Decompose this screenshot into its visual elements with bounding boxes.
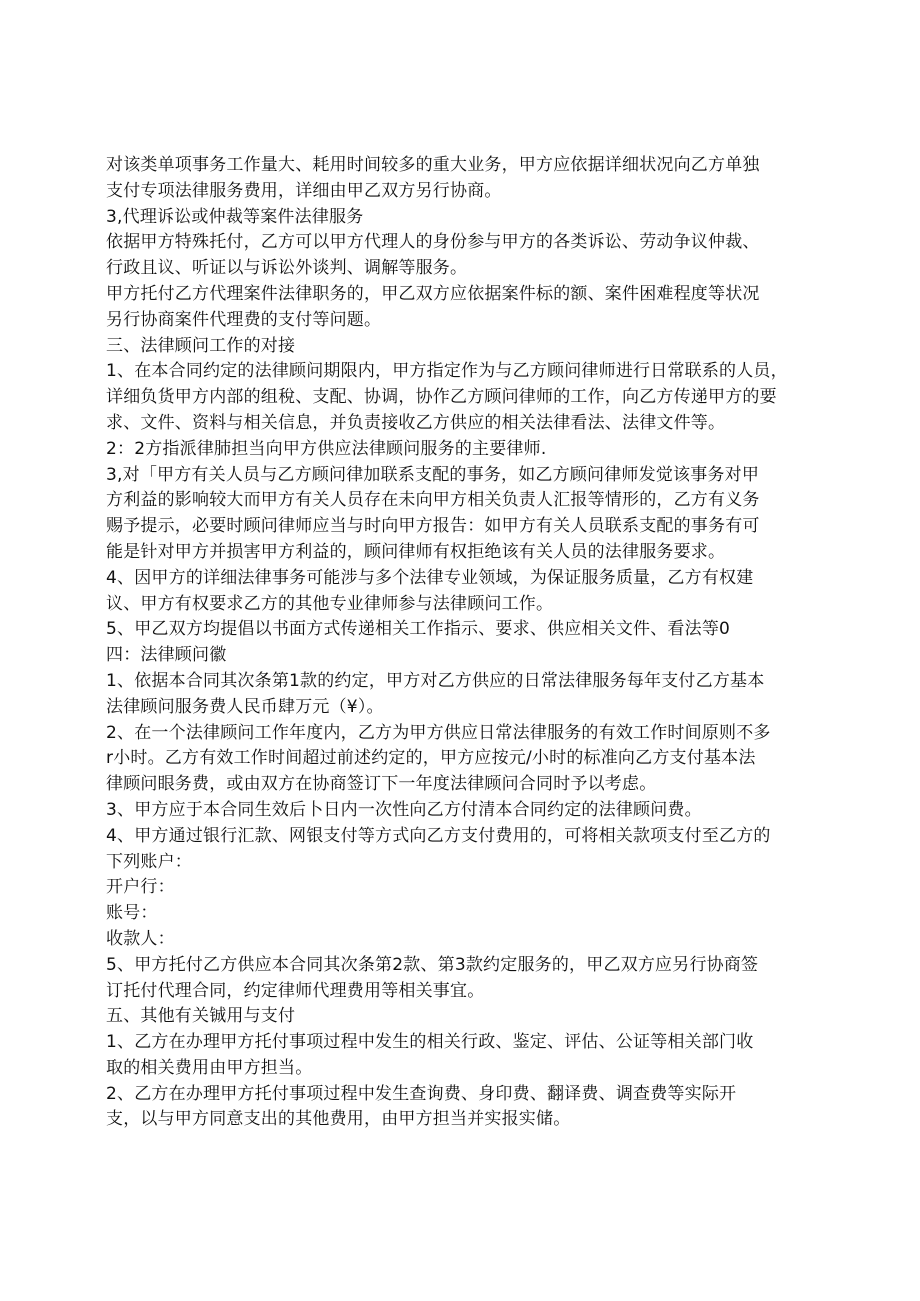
document-line: 方利益的影响较大而甲方有关人员存在未向甲方相关负责人汇报等情形的，乙方有义务 (106, 490, 760, 511)
document-line: 甲方托付乙方代理案件法律职务的，甲乙双方应依据案件标的额、案件困难程度等状况 (106, 283, 760, 304)
document-line: 下列账户： (106, 851, 192, 872)
document-line: 赐予提示，必要时顾问律师应当与时向甲方报告：如甲方有关人员联系支配的事务有可 (106, 516, 760, 537)
document-line: 1、依据本合同其次条第1款的约定，甲方对乙方供应的日常法律服务每年支付乙方基本 (106, 670, 765, 691)
document-line: 法律顾问服务费人民币肆万元（¥）。 (106, 696, 384, 717)
document-line: 账号： (106, 903, 158, 924)
document-line: 另行协商案件代理费的支付等问题。 (106, 309, 382, 330)
document-line: 2、乙方在办理甲方托付事项过程中发生查询费、身印费、翻译费、调查费等实际开 (106, 1083, 737, 1104)
document-line: 能是针对甲方并损害甲方利益的，顾问律师有权拒绝该有关人员的法律服务要求。 (106, 541, 726, 562)
document-line: 律顾问眼务费，或由双方在协商签订下一年度法律顾问合同时予以考虑。 (106, 774, 657, 795)
document-line: 5、甲方托付乙方供应本合同其次条第2款、第3款约定服务的，甲乙双方应另行协商签 (106, 954, 759, 975)
document-line: 行政且议、听证以与诉讼外谈判、调解等服务。 (106, 258, 468, 279)
document-line: 支，以与甲方同意支出的其他费用，由甲方担当并实报实储。 (106, 1109, 571, 1130)
document-line: 议、甲方有权要求乙方的其他专业律师参与法律顾问工作。 (106, 593, 554, 614)
document-line: 3,对「甲方有关人员与乙方顾问律加联系支配的事务，如乙方顾问律师发觉该事务对甲 (106, 464, 760, 485)
document-line: 详细负货甲方内部的组稅、支配、协调，协作乙方顾问律师的工作，向乙方传递甲方的要 (106, 387, 777, 408)
document-line: r小时。乙方有效工作时间超过前述约定的，甲方应按元/小时的标准向乙方支付基本法 (106, 748, 756, 769)
document-line: 3、甲方应于本合同生效后卜日内一次性向乙方付清本合同约定的法律顾问费。 (106, 799, 702, 820)
document-line: 2：2方指派律肺担当向甲方供应法律顾问服务的主要律师. (106, 438, 547, 459)
document-line: 4、甲方通过银行汇款、网银支付等方式向乙方支付费用的，可将相关款项支付至乙方的 (106, 825, 771, 846)
document-line: 2、在一个法律顾问工作年度内，乙方为甲方供应日常法律服务的有效工作时间原则不多 (106, 722, 771, 743)
document-page (106, 153, 818, 1133)
document-line: 1、在本合同约定的法律顾问期限内，甲方指定作为与乙方顾问律师进行日常联系的人员， (106, 361, 788, 382)
document-line: 开户行： (106, 877, 175, 898)
document-line: 四：法律顾问徽 (106, 645, 227, 666)
document-line: 4、因甲方的详细法律事务可能涉与多个法律专业领域，为保证服务质量，乙方有权建 (106, 567, 754, 588)
document-line: 5、甲乙双方均提倡以书面方式传递相关工作指示、要求、供应相关文件、看法等0 (106, 619, 731, 640)
document-line: 五、其他有关铖用与支付 (106, 1006, 296, 1027)
document-line: 求、文件、资料与相关信息，并负责接收乙方供应的相关法律看法、法律文件等。 (106, 412, 726, 433)
document-line: 三、法律顾问工作的对接 (106, 335, 296, 356)
document-line: 1、乙方在办理甲方托付事项过程中发生的相关行政、鉴定、评估、公证等相关部门收 (106, 1032, 754, 1053)
document-line: 收款人： (106, 928, 175, 949)
document-line: 取的相关费用由甲方担当。 (106, 1057, 313, 1078)
document-line: 订托付代理合同，约定律师代理费用等相关事宜。 (106, 980, 485, 1001)
document-line: 支付专项法律服务费用，详细由甲乙双方另行协商。 (106, 180, 502, 201)
document-line: 依据甲方特殊托付，乙方可以甲方代理人的身份参与甲方的各类诉讼、劳动争议仲裁、 (106, 232, 760, 253)
document-line: 3,代理诉讼或仲裁等案件法律服务 (106, 206, 364, 227)
document-line: 对该类单项事务工作量大、耗用时间较多的重大业务，甲方应依据详细状况向乙方单独 (106, 155, 760, 175)
